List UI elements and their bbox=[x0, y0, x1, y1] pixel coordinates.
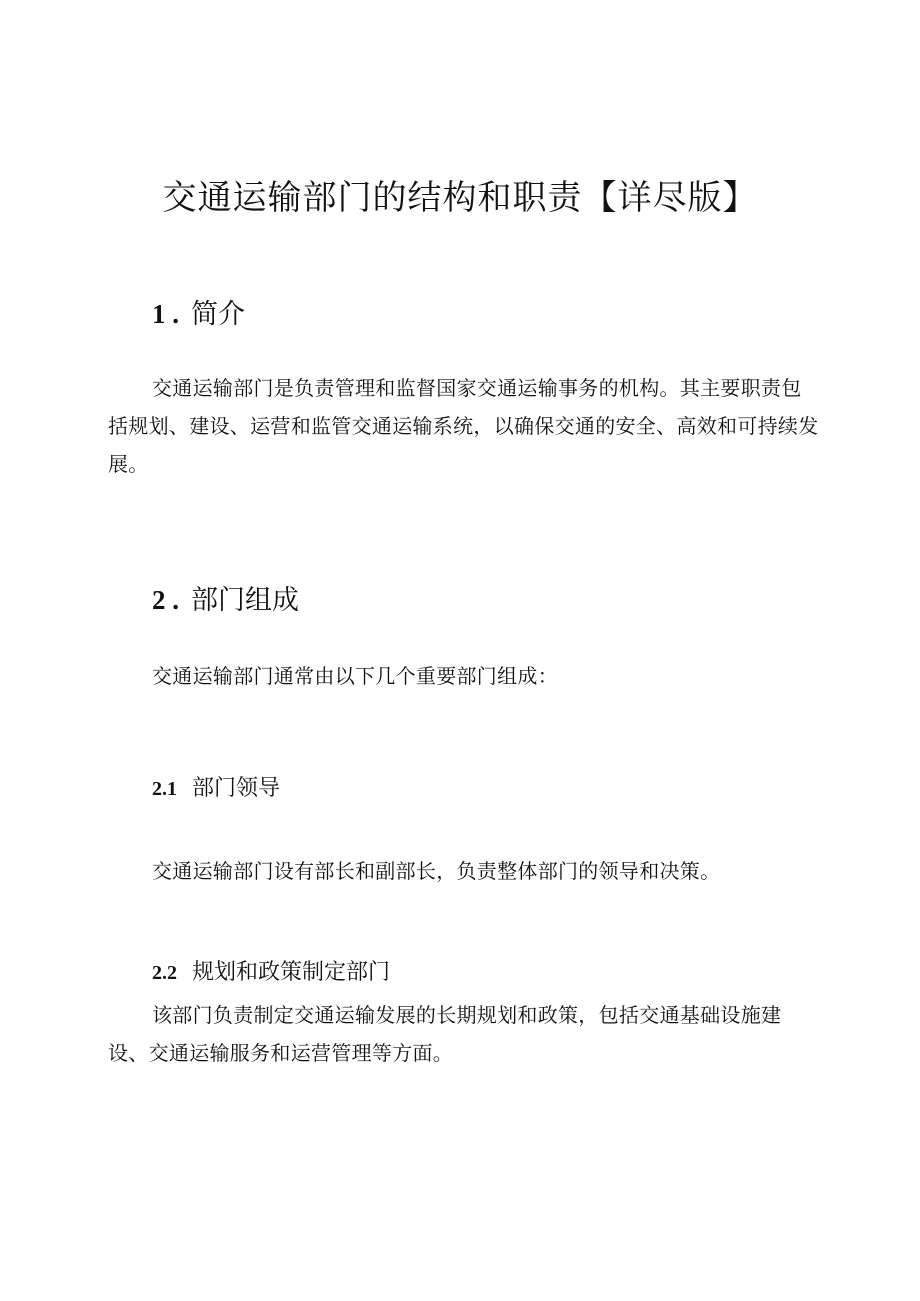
planning-paragraph: 该部门负责制定交通运输发展的长期规划和政策，包括交通基础设施建设、交通运输服务和运营管理等方面。 bbox=[108, 1003, 782, 1065]
subsection-heading-planning bbox=[152, 955, 390, 986]
section-title: 部门组成 bbox=[191, 585, 299, 616]
section-title: 简介 bbox=[191, 299, 245, 330]
section-number: 2 . bbox=[152, 585, 179, 615]
subsection-number: 2.1 bbox=[152, 778, 177, 800]
document-title: 交通运输部门的结构和职责【详尽版】 bbox=[162, 178, 758, 218]
subsection-number: 2.2 bbox=[152, 962, 177, 984]
intro-paragraph: 交通运输部门是负责管理和监督国家交通运输事务的机构。其主要职责包括规划、建设、运营和监管交通运输系统，以确保交通的安全、高效和可持续发展。 bbox=[108, 376, 819, 476]
section-heading-composition bbox=[152, 578, 299, 617]
composition-paragraph: 交通运输部门通常由以下几个重要部门组成： bbox=[152, 664, 558, 688]
leadership-paragraph: 交通运输部门设有部长和副部长，负责整体部门的领导和决策。 bbox=[152, 859, 721, 883]
section-number: 1 . bbox=[152, 299, 179, 329]
subsection-title: 规划和政策制定部门 bbox=[192, 960, 391, 985]
subsection-title: 部门领导 bbox=[192, 776, 281, 801]
section-heading-intro bbox=[152, 292, 245, 331]
subsection-heading-leadership bbox=[152, 771, 280, 802]
